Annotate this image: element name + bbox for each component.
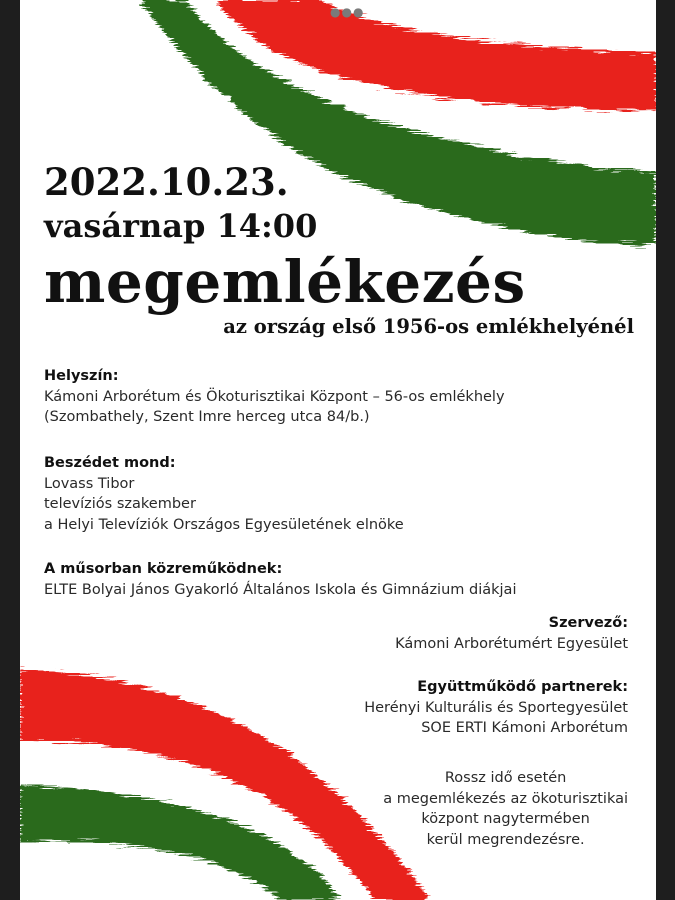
hungarian-flag-brush-strokes: [20, 0, 656, 900]
organizer-name: Kámoni Arborétumért Egyesület: [395, 635, 628, 652]
speaker-section: [44, 453, 404, 535]
more-dots-icon[interactable]: ●●●: [330, 5, 365, 19]
location-line-2: (Szombathely, Szent Imre herceg utca 84/b.): [44, 409, 370, 425]
weather-note: [383, 768, 628, 850]
weather-note-line: a megemlékezés az ökoturisztikai: [383, 790, 628, 807]
speaker-role: televíziós szakember: [44, 496, 196, 512]
page-subtitle: az ország első 1956-os emlékhelyénél: [223, 315, 634, 338]
partners-section: [364, 677, 628, 739]
event-time: vasárnap 14:00: [44, 207, 318, 245]
partners-label: Együttműködő partnerek:: [417, 679, 628, 695]
performers-text: ELTE Bolyai János Gyakorló Általános Iskola és Gimnázium diákjai: [44, 581, 517, 598]
event-poster: [20, 0, 656, 900]
left-frame-bar: [0, 0, 20, 900]
organizer-label: Szervező:: [548, 615, 628, 631]
location-line-1: Kámoni Arborétum és Ökoturisztikai Központ – 56-os emlékhely: [44, 388, 505, 405]
partner-item: SOE ERTI Kámoni Arborétum: [421, 720, 628, 736]
speaker-label: Beszédet mond:: [44, 455, 176, 471]
speaker-name: Lovass Tibor: [44, 475, 135, 492]
speaker-title: a Helyi Televíziók Országos Egyesületének elnöke: [44, 516, 404, 533]
performers-section: [44, 559, 516, 600]
performers-label: A műsorban közreműködnek:: [44, 561, 283, 577]
location-label: Helyszín:: [44, 368, 119, 384]
weather-note-line: Rossz idő esetén: [444, 770, 567, 786]
weather-note-line: kerül megrendezésre.: [426, 831, 585, 848]
location-section: [44, 366, 505, 428]
page-title: megemlékezés: [44, 248, 526, 316]
event-date: 2022.10.23.: [44, 160, 289, 204]
organizer-section: [395, 613, 628, 654]
weather-note-line: központ nagytermében: [421, 811, 590, 827]
right-frame-bar: [656, 0, 675, 900]
partner-item: Herényi Kulturális és Sportegyesület: [364, 699, 628, 716]
